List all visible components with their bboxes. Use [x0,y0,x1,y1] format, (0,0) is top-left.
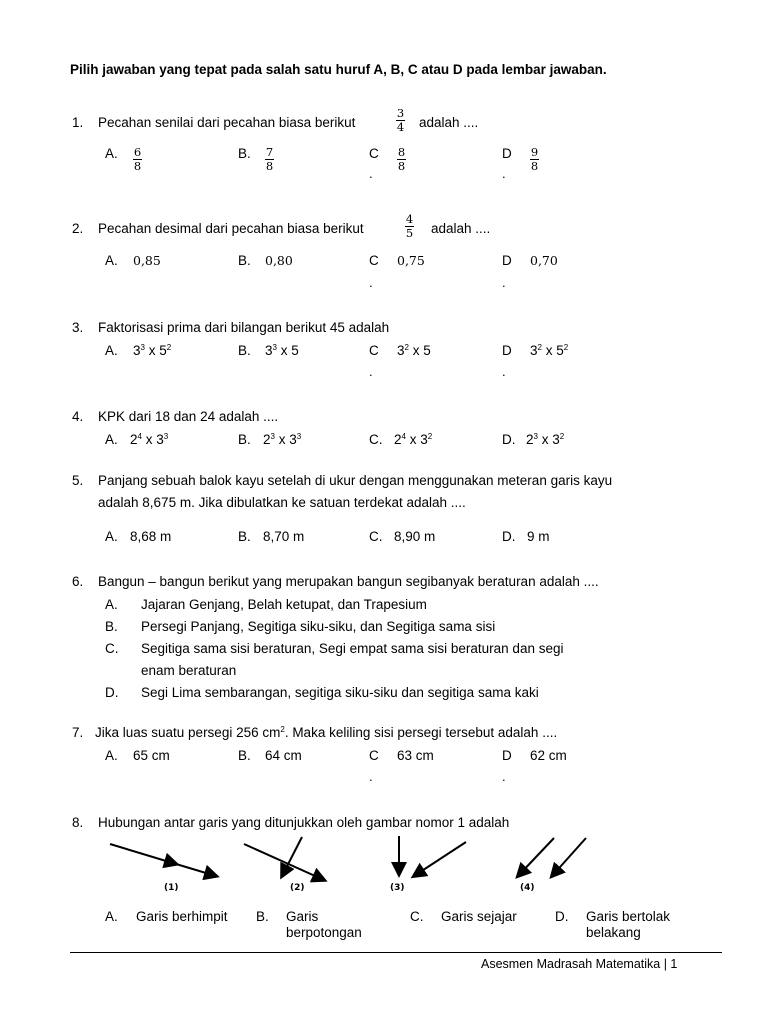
q8-option-b-letter: B. [256,909,269,924]
q4-option-b-letter: B. [238,432,251,447]
q7-option-d-letter: D [502,748,512,763]
stray-dot: . [502,166,506,181]
q3-option-b-value: $3^3$ x 5 [265,343,299,358]
q3-option-b-letter: B. [238,343,251,358]
q2-option-b-value: 0,80 [265,253,293,268]
q4-option-d-letter: D. [502,432,516,447]
question-7-number: 7. [72,725,84,740]
q8-option-d-value: Garis bertolak [586,909,671,924]
q2-option-b-letter: B. [238,253,251,268]
question-4-text: KPK dari 18 dan 24 adalah .... [98,409,279,424]
question-4-number: 4. [72,409,84,424]
q4-option-c-value: $2^4$ x $3^2$ [394,432,433,447]
q4-option-a-letter: A. [105,432,118,447]
stray-dot: . [502,364,506,379]
stray-dot: . [502,275,506,290]
q6-option-a-value: Jajaran Genjang, Belah ketupat, dan Trapesium [141,597,427,612]
q7-option-c-letter: C [369,748,379,763]
q1-option-a-letter: A. [105,146,118,161]
question-2-fraction: 4 5 [405,212,414,240]
instruction-text: Pilih jawaban yang tepat pada salah satu huruf A, B, C atau D pada lembar jawaban. [70,62,607,77]
figure-4-lines [518,838,586,876]
q8-option-a-letter: A. [105,909,118,924]
q4-option-d-value: $2^3$ x $3^2$ [526,432,565,447]
q5-option-c-value: 8,90 m [394,529,436,544]
q5-option-d-value: 9 m [527,529,550,544]
q3-option-c-value: $3^2$ x 5 [397,343,431,358]
figure-label-1: (1) [164,883,179,893]
question-3-text: Faktorisasi prima dari bilangan berikut 45 adalah [98,320,390,335]
stray-dot: . [502,769,506,784]
q7-option-d-value: 62 cm [530,748,567,763]
figure-3-lines [399,836,466,876]
stray-dot: . [369,275,373,290]
q1-option-a-fraction: 6 8 [133,145,142,173]
stray-dot: . [369,166,373,181]
q6-option-c-value: Segitiga sama sisi beraturan, Segi empat sama sisi beraturan dan segi [141,641,564,656]
q2-option-c-value: 0,75 [397,253,425,268]
line-relations-figure [96,832,616,896]
q7-option-a-letter: A. [105,748,118,763]
figure-label-4: (4) [520,883,535,893]
question-2-text: Pecahan desimal dari pecahan biasa berikut [98,221,364,236]
question-1-suffix: adalah .... [419,115,479,130]
q6-option-d-value: Segi Lima sembarangan, segitiga siku-siku dan segitiga sama kaki [141,685,539,700]
q2-option-d-letter: D [502,253,512,268]
q7-option-a-value: 65 cm [133,748,170,763]
q7-option-b-letter: B. [238,748,251,763]
q3-option-c-letter: C [369,343,379,358]
question-5-number: 5. [72,473,84,488]
q6-option-c-letter: C. [105,641,119,656]
q8-option-d-value-line-2: belakang [586,925,641,940]
question-8-text: Hubungan antar garis yang ditunjukkan oleh gambar nomor 1 adalah [98,815,510,830]
q5-option-b-value: 8,70 m [263,529,305,544]
q5-option-b-letter: B. [238,529,251,544]
q6-option-b-value: Persegi Panjang, Segitiga siku-siku, dan Segitiga sama sisi [141,619,496,634]
question-6-text: Bangun – bangun berikut yang merupakan bangun segibanyak beraturan adalah .... [98,574,599,589]
figure-1-lines [110,844,216,876]
q2-option-c-letter: C [369,253,379,268]
question-2-number: 2. [72,221,84,236]
question-1-text: Pecahan senilai dari pecahan biasa berikut [98,115,356,130]
q2-option-a-value: 0,85 [133,253,161,268]
question-6-number: 6. [72,574,84,589]
figure-label-3: (3) [390,883,405,893]
question-8-number: 8. [72,815,84,830]
q6-option-d-letter: D. [105,685,119,700]
q4-option-b-value: $2^3$ x $3^3$ [263,432,302,447]
q3-option-d-value: $3^2$ x $5^2$ [530,343,569,358]
question-1-number: 1. [72,115,84,130]
footer-text: Asesmen Madrasah Matematika | 1 [481,957,678,971]
q5-option-c-letter: C. [369,529,383,544]
q1-option-d-letter: D [502,146,512,161]
footer-rule [70,952,722,953]
question-5-line-2: adalah 8,675 m. Jika dibulatkan ke satuan terdekat adalah .... [98,495,466,510]
q1-option-d-fraction: 9 8 [530,145,539,173]
question-1-fraction: 3 4 [396,106,405,134]
q3-option-a-value: $3^3$ x $5^2$ [133,343,172,358]
q8-option-d-letter: D. [555,909,569,924]
q5-option-d-letter: D. [502,529,516,544]
q8-option-a-value: Garis berhimpit [136,909,228,924]
q1-option-b-fraction: 7 8 [265,145,274,173]
question-3-number: 3. [72,320,84,335]
question-5-line-1: Panjang sebuah balok kayu setelah di ukur dengan menggunakan meteran garis kayu [98,473,613,488]
figure-label-2: (2) [290,883,305,893]
q8-option-c-value: Garis sejajar [441,909,517,924]
q7-option-b-value: 64 cm [265,748,302,763]
q1-option-c-fraction: 8 8 [397,145,406,173]
q8-option-b-value-line-2: berpotongan [286,925,362,940]
stray-dot: . [369,769,373,784]
q3-option-a-letter: A. [105,343,118,358]
q1-option-c-letter: C [369,146,379,161]
q4-option-c-letter: C. [369,432,383,447]
figure-2-lines [244,837,324,880]
q3-option-d-letter: D [502,343,512,358]
q8-option-c-letter: C. [410,909,424,924]
q2-option-a-letter: A. [105,253,118,268]
q1-option-b-letter: B. [238,146,251,161]
q6-option-c-value-line-2: enam beraturan [141,663,237,678]
q5-option-a-letter: A. [105,529,118,544]
q2-option-d-value: 0,70 [530,253,558,268]
question-7-text: Jika luas suatu persegi 256 $cm^2$. Maka keliling sisi persegi tersebut adalah .... [95,725,558,740]
q4-option-a-value: $2^4$ x $3^3$ [130,432,169,447]
question-2-suffix: adalah .... [431,221,491,236]
q6-option-a-letter: A. [105,597,118,612]
q8-option-b-value: Garis [286,909,319,924]
q5-option-a-value: 8,68 m [130,529,172,544]
stray-dot: . [369,364,373,379]
q7-option-c-value: 63 cm [397,748,434,763]
q6-option-b-letter: B. [105,619,118,634]
